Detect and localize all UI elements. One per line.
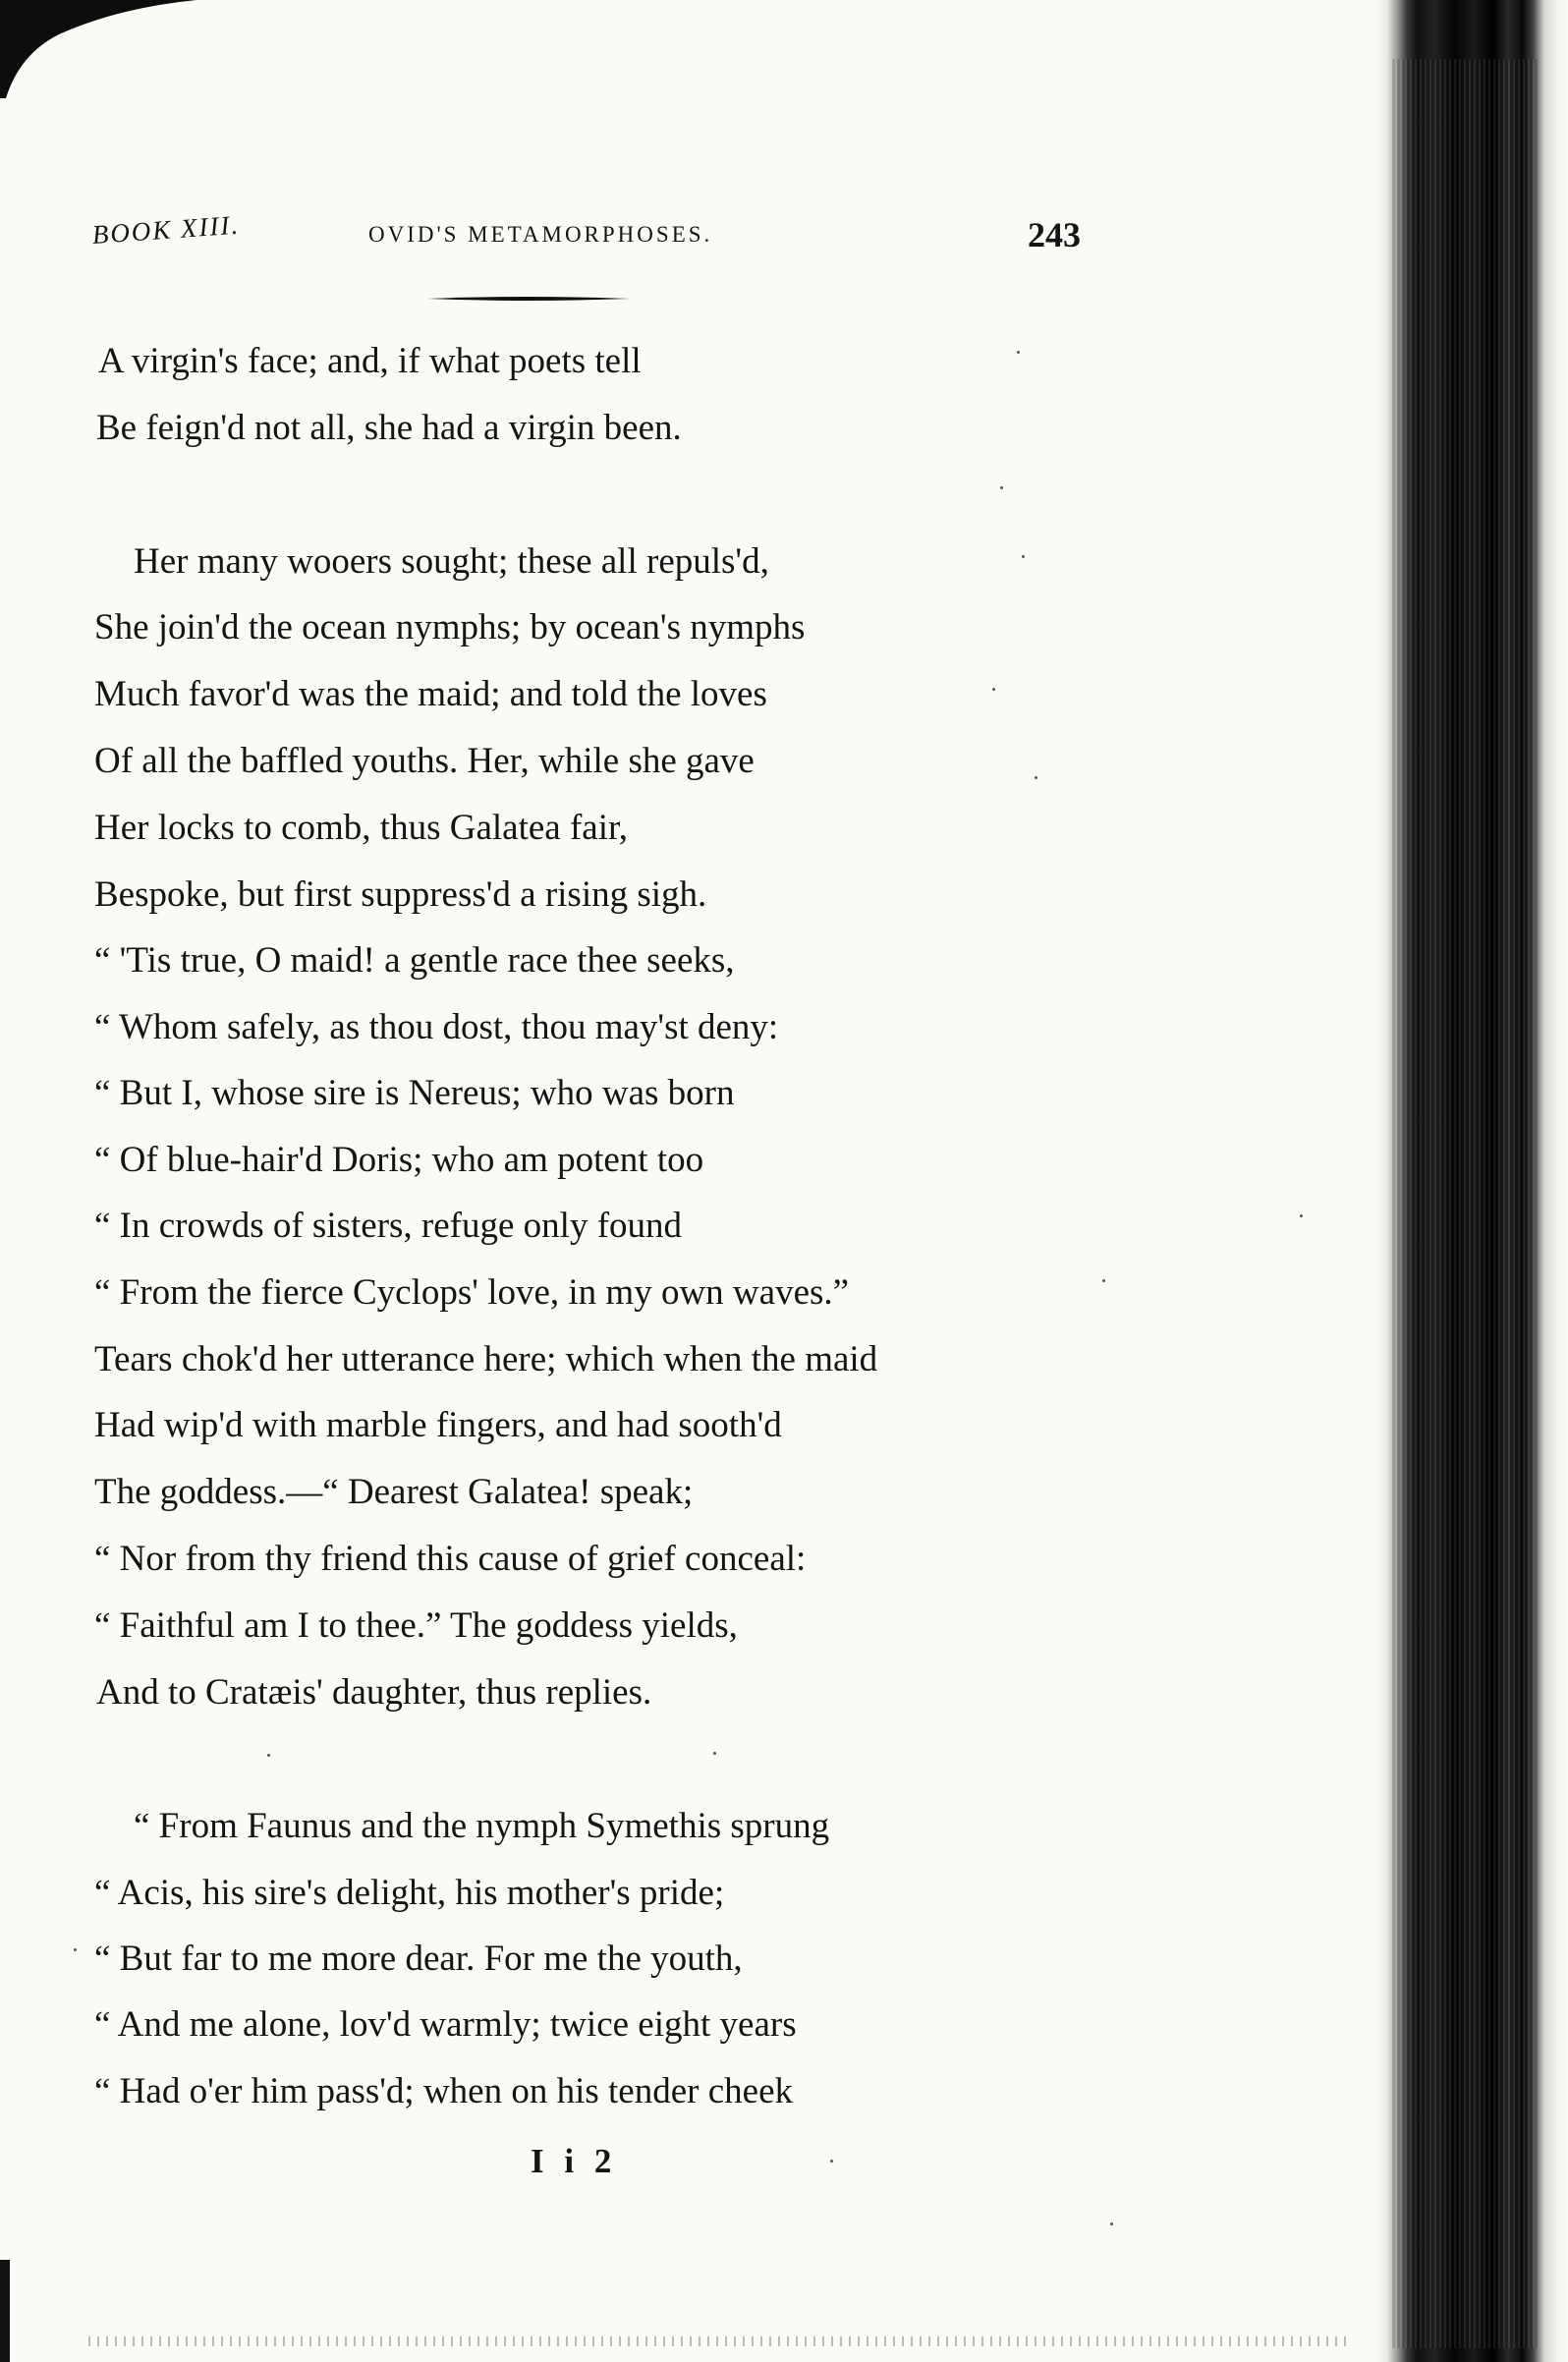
page-number: 243 xyxy=(1028,215,1081,254)
verse-line: “ From the fierce Cyclops' love, in my own waves.” xyxy=(94,1272,850,1313)
verse-line: Her locks to comb, thus Galatea fair, xyxy=(94,808,629,848)
verse-line: A virgin's face; and, if what poets tell xyxy=(98,341,642,381)
verse-line: Much favor'd was the maid; and told the loves xyxy=(94,674,767,714)
verse-line: “ Faithful am I to thee.” The goddess yields, xyxy=(94,1605,738,1646)
verse-line: Be feign'd not all, she had a virgin been. xyxy=(96,408,682,448)
signature-mark: I i 2 xyxy=(531,2142,618,2180)
verse-line: Had wip'd with marble fingers, and had sooth'd xyxy=(94,1405,782,1445)
verse-line: Tears chok'd her utterance here; which when the maid xyxy=(94,1339,878,1379)
scan-left-edge xyxy=(0,2260,10,2362)
verse-line: She join'd the ocean nymphs; by ocean's nymphs xyxy=(94,607,806,647)
verse-line: “ Of blue-hair'd Doris; who am potent too xyxy=(94,1140,704,1180)
verse-line: “ Nor from thy friend this cause of grief conceal: xyxy=(94,1539,807,1579)
book-label: BOOK XIII. xyxy=(90,209,242,251)
verse-line: Her many wooers sought; these all repuls'd, xyxy=(134,541,769,582)
verse-line: The goddess.—“ Dearest Galatea! speak; xyxy=(94,1472,694,1512)
verse-line: “ From Faunus and the nymph Symethis sprung xyxy=(134,1806,830,1846)
verse-line: Bespoke, but first suppress'd a rising sigh. xyxy=(94,874,707,915)
verse-line: “ 'Tis true, O maid! a gentle race thee seeks, xyxy=(94,940,735,981)
verse-line: “ And me alone, lov'd warmly; twice eight years xyxy=(94,2004,797,2045)
running-title: OVID'S METAMORPHOSES. xyxy=(368,222,713,247)
verse-line: Of all the baffled youths. Her, while she gave xyxy=(94,741,755,781)
running-head xyxy=(90,209,1081,263)
head-rule xyxy=(427,296,629,302)
scan-corner-shadow xyxy=(0,0,196,108)
verse-line: “ Had o'er him pass'd; when on his tender cheek xyxy=(94,2071,793,2111)
verse-line: “ In crowds of sisters, refuge only found xyxy=(94,1206,683,1246)
verse-line: “ But far to me more dear. For me the youth, xyxy=(94,1939,743,1979)
verse-line: “ Whom safely, as thou dost, thou may'st deny: xyxy=(94,1007,779,1047)
verse-line: “ Acis, his sire's delight, his mother's pride; xyxy=(94,1873,725,1913)
spine-streaks xyxy=(1390,59,1538,2348)
verse-line: And to Cratæis' daughter, thus replies. xyxy=(96,1672,652,1713)
scan-bottom-noise xyxy=(88,2336,1346,2346)
verse-line: “ But I, whose sire is Nereus; who was born xyxy=(94,1073,735,1113)
